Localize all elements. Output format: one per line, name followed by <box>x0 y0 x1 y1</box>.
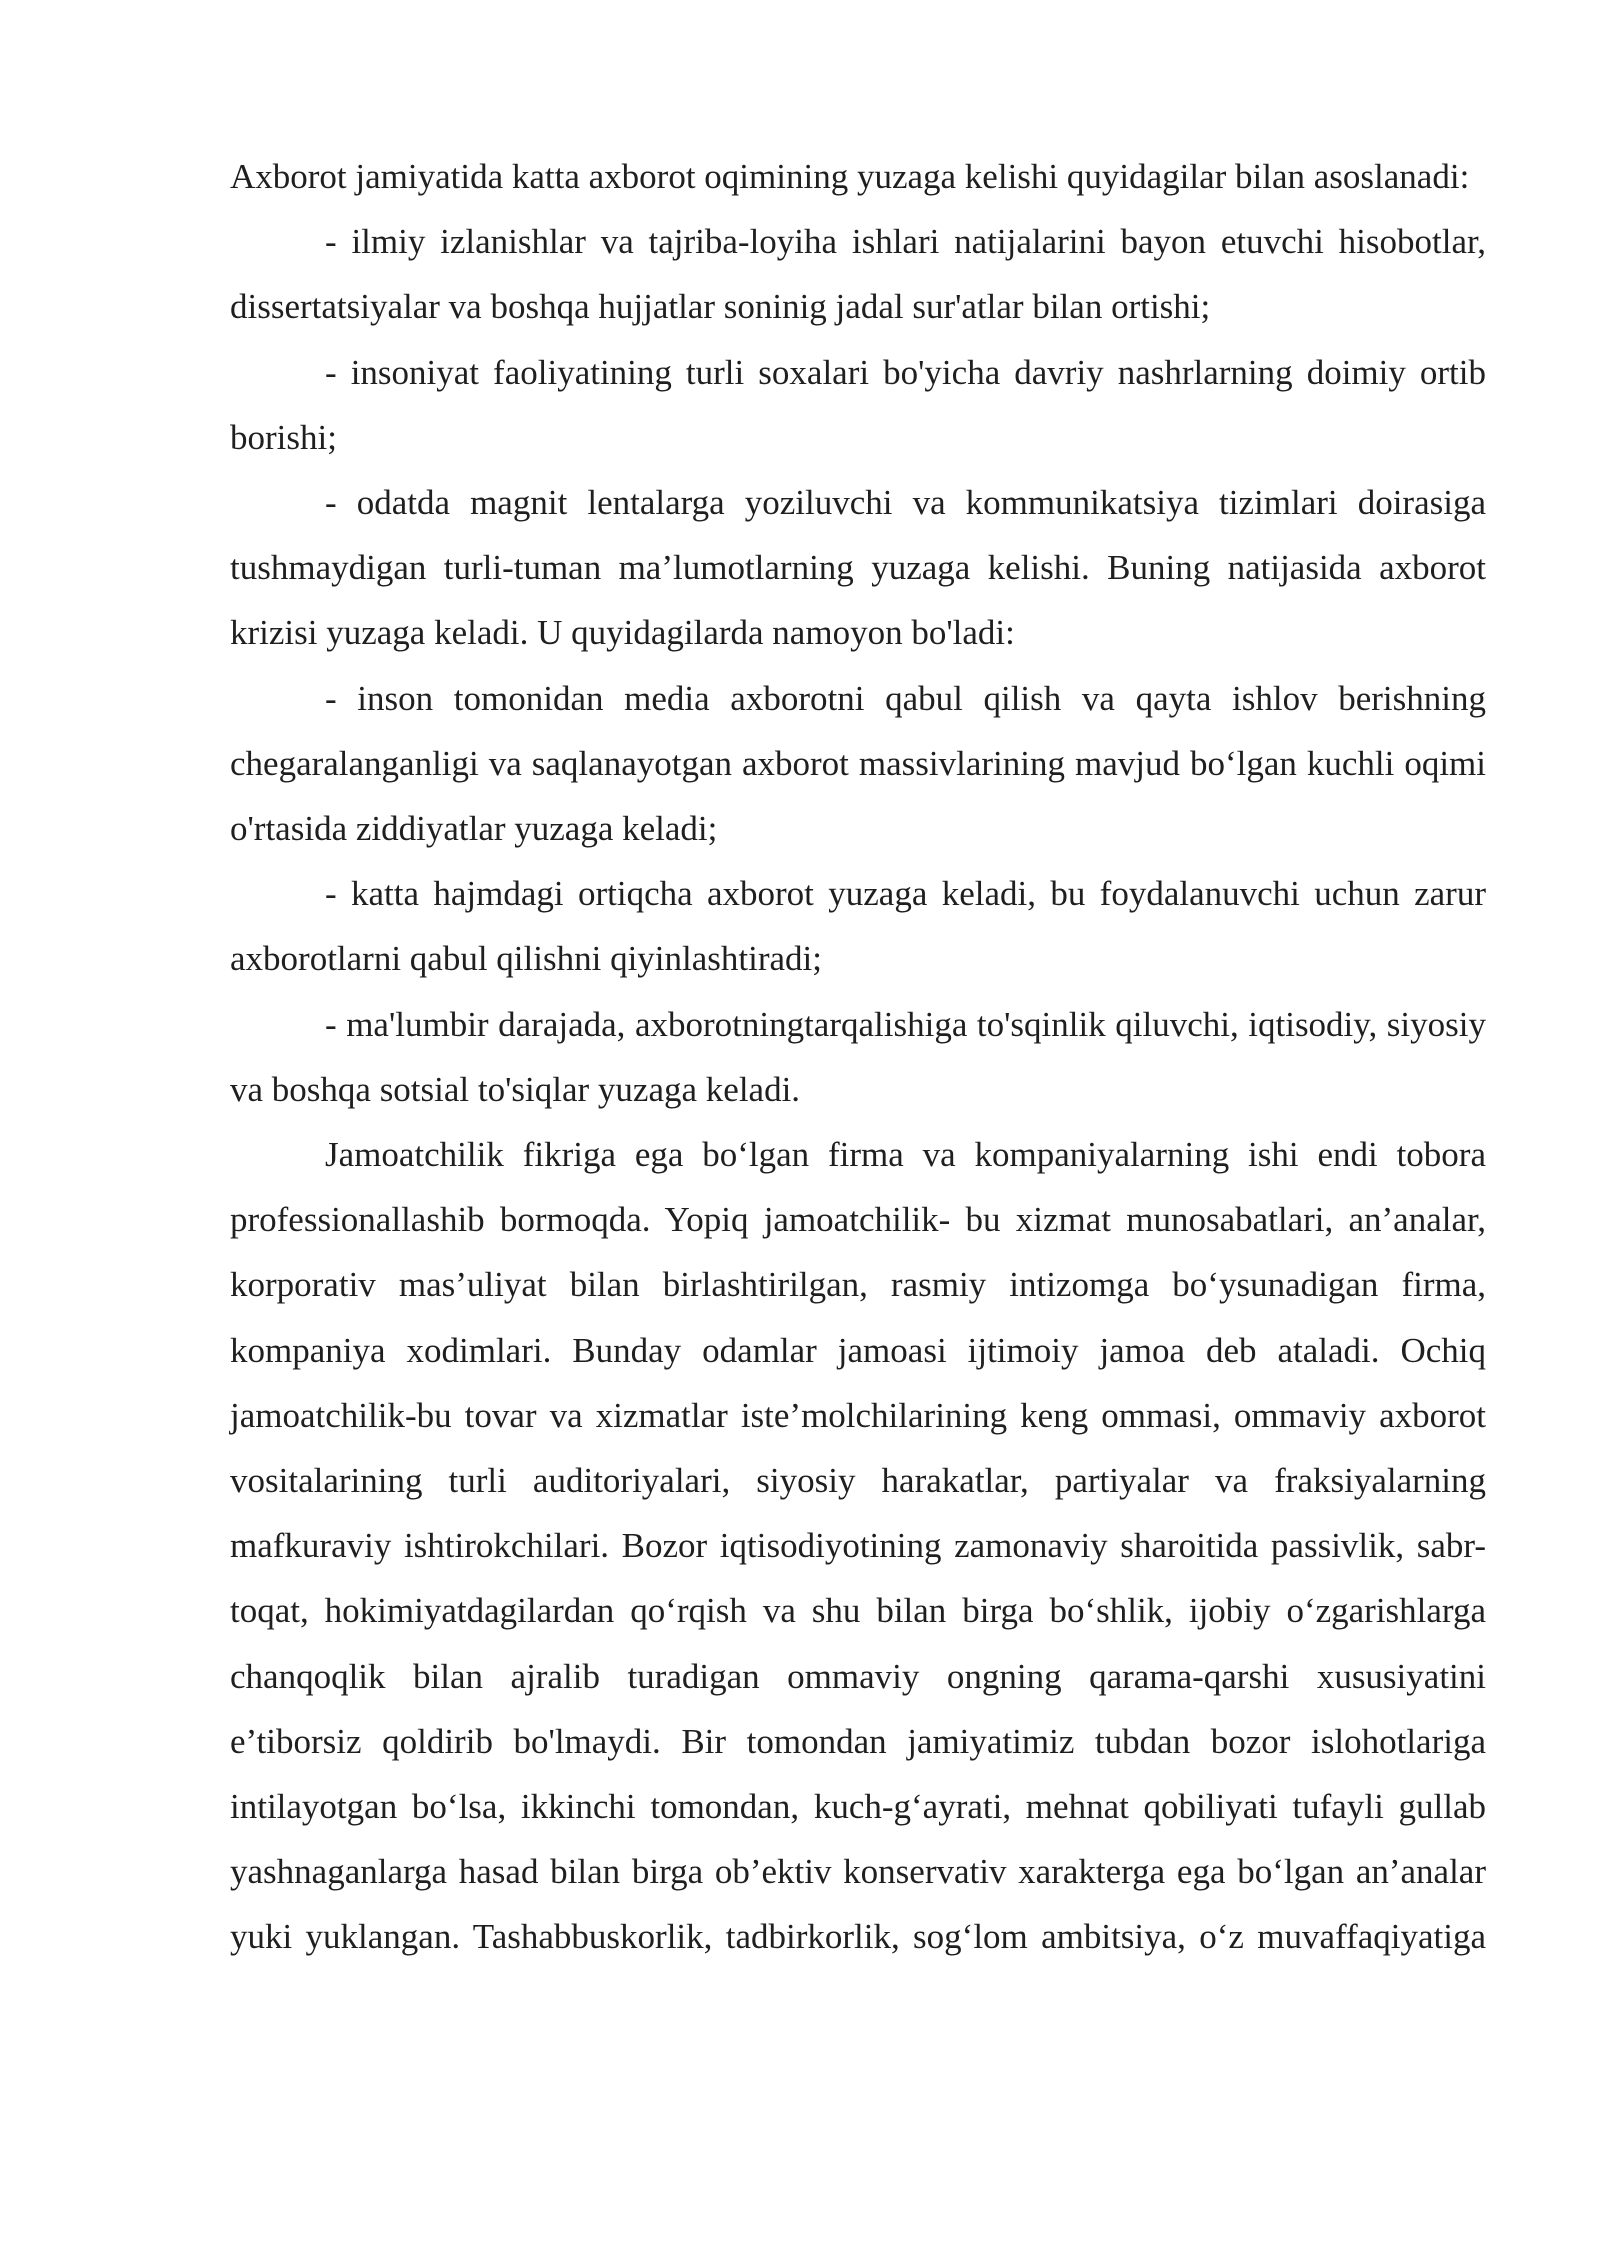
list-item-magnetic-tapes: - odatda magnit lentalarga yoziluvchi va kommunikatsiya tizimlari doirasiga tushmaydigan turli-tuman ma’lumotlarning yuzaga kelishi. Buning natijasida axborot krizisi yuzaga keladi. U quyidagilarda namoyon bo'ladi: <box>230 483 1486 653</box>
list-item-barriers: - ma'lumbir darajada, axborotningtarqalishiga to'sqinlik qiluvchi, iqtisodiy, siyosiy va boshqa sotsial to'siqlar yuzaga keladi. <box>230 1004 1486 1109</box>
document-body <box>230 144 1486 1970</box>
paragraph-public-opinion: Jamoatchilik fikriga ega bo‘lgan firma va kompaniyalarning ishi endi tobora professionallashib bormoqda. Yopiq jamoatchilik- bu xizmat munosabatlari, an’analar, korporativ mas’uliyat bilan birlashtirilgan, rasmiy intizomga bo‘ysunadigan firma, kompaniya xodimlari. Bunday odamlar jamoasi ijtimoiy jamoa deb ataladi. Ochiq jamoatchilik-bu tovar va xizmatlar iste’molchilarining keng ommasi, ommaviy axborot vositalarining turli auditoriyalari, siyosiy harakatlar, partiyalar va fraksiyalarning mafkuraviy ishtirokchilari. Bozor iqtisodiyotining zamonaviy sharoitida passivlik, sabr-toqat, hokimiyatdagilardan qo‘rqish va shu bilan birga bo‘shlik, ijobiy o‘zgarishlarga chanqoqlik bilan ajralib turadigan ommaviy ongning qarama-qarshi xususiyatini e’tiborsiz qoldirib bo'lmaydi. Bir tomondan jamiyatimiz tubdan bozor islohotlariga intilayotgan bo‘lsa, ikkinchi tomondan, kuch-g‘ayrati, mehnat qobiliyati tufayli gullab yashnaganlarga hasad bilan birga ob’ektiv konservativ xarakterga ega bo‘lgan an’analar yuki yuklangan. Tashabbuskorlik, tadbirkorlik, sog‘lom ambitsiya, o‘z muvaffaqiyatiga <box>230 1135 1486 1957</box>
list-item-human-limits: - inson tomonidan media axborotni qabul qilish va qayta ishlov berishning chegaralanganligi va saqlanayotgan axborot massivlarining mavjud bo‘lgan kuchli oqimi o'rtasida ziddiyatlar yuzaga keladi; <box>230 678 1486 849</box>
list-item-reports: - ilmiy izlanishlar va tajriba-loyiha ishlari natijalarini bayon etuvchi hisobotlar, dissertatsiyalar va boshqa hujjatlar soninig jadal sur'atlar bilan ortishi; <box>230 222 1486 327</box>
paragraph-intro: Axborot jamiyatida katta axborot oqimining yuzaga kelishi quyidagilar bilan asoslanadi: <box>230 157 1470 196</box>
list-item-excess-information: - katta hajmdagi ortiqcha axborot yuzaga keladi, bu foydalanuvchi uchun zarur axborotlarni qabul qilishni qiyinlashtiradi; <box>230 874 1486 979</box>
list-item-periodicals: - insoniyat faoliyatining turli soxalari bo'yicha davriy nashrlarning doimiy ortib borishi; <box>230 352 1486 457</box>
